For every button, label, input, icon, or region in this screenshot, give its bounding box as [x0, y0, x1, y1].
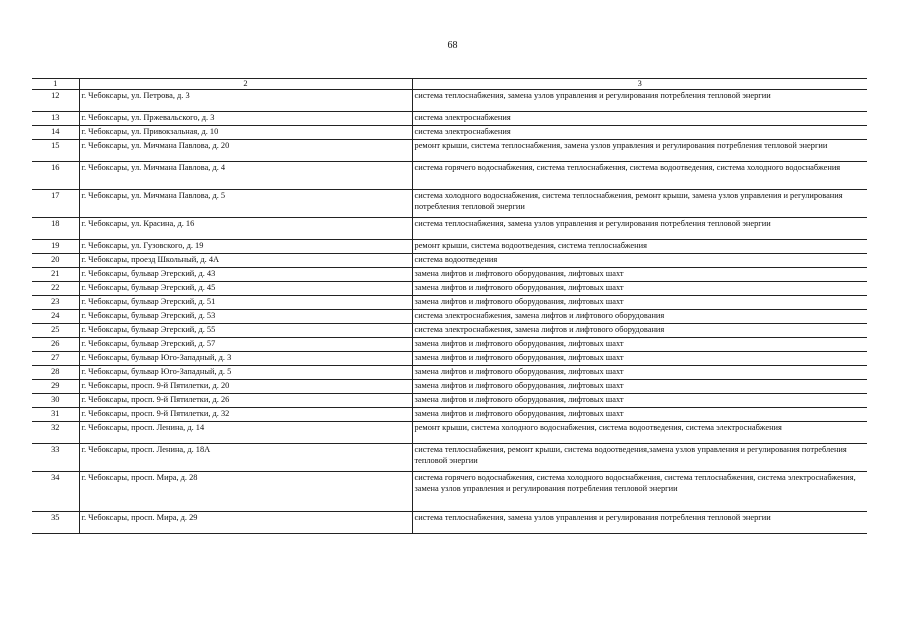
table-row	[32, 310, 867, 324]
row-number: 31	[32, 408, 79, 422]
row-works: ремонт крыши, система холодного водоснабжения, система водоотведения, система электроснабжения	[412, 422, 867, 444]
row-number: 23	[32, 296, 79, 310]
row-address: г. Чебоксары, ул. Мичмана Павлова, д. 5	[79, 190, 412, 218]
row-address: г. Чебоксары, просп. Ленина, д. 18А	[79, 444, 412, 472]
row-address: г. Чебоксары, бульвар Эгерский, д. 53	[79, 310, 412, 324]
row-number: 17	[32, 190, 79, 218]
row-address: г. Чебоксары, ул. Красина, д. 16	[79, 218, 412, 240]
row-works: система горячего водоснабжения, система холодного водоснабжения, система теплоснабжения, система электроснабжения, замена узлов управления и регулирования потребления тепловой энергии	[412, 472, 867, 512]
row-works: замена лифтов и лифтового оборудования, лифтовых шахт	[412, 380, 867, 394]
table-row	[32, 126, 867, 140]
row-works: замена лифтов и лифтового оборудования, лифтовых шахт	[412, 408, 867, 422]
table-body	[32, 79, 867, 534]
table-row	[32, 338, 867, 352]
row-number: 32	[32, 422, 79, 444]
row-number: 16	[32, 162, 79, 190]
row-works: система холодного водоснабжения, система теплоснабжения, ремонт крыши, замена узлов управления и регулирования потребления тепловой энергии	[412, 190, 867, 218]
row-address: г. Чебоксары, бульвар Юго-Западный, д. 5	[79, 366, 412, 380]
row-address: г. Чебоксары, просп. Ленина, д. 14	[79, 422, 412, 444]
table-row	[32, 380, 867, 394]
row-works: замена лифтов и лифтового оборудования, лифтовых шахт	[412, 296, 867, 310]
row-address: г. Чебоксары, просп. 9-й Пятилетки, д. 20	[79, 380, 412, 394]
row-works: замена лифтов и лифтового оборудования, лифтовых шахт	[412, 268, 867, 282]
row-number: 34	[32, 472, 79, 512]
row-works: замена лифтов и лифтового оборудования, лифтовых шахт	[412, 394, 867, 408]
row-works: система горячего водоснабжения, система теплоснабжения, система водоотведения, система холодного водоснабжения	[412, 162, 867, 190]
table-row	[32, 162, 867, 190]
table-row	[32, 296, 867, 310]
row-number: 15	[32, 140, 79, 162]
row-number: 33	[32, 444, 79, 472]
row-works: замена лифтов и лифтового оборудования, лифтовых шахт	[412, 352, 867, 366]
table-row	[32, 472, 867, 512]
row-address: г. Чебоксары, бульвар Эгерский, д. 43	[79, 268, 412, 282]
row-number: 12	[32, 90, 79, 112]
column-number-header: 1	[32, 79, 79, 90]
table-row	[32, 268, 867, 282]
row-works: система теплоснабжения, замена узлов управления и регулирования потребления тепловой энергии	[412, 90, 867, 112]
table-row	[32, 190, 867, 218]
row-address: г. Чебоксары, просп. 9-й Пятилетки, д. 32	[79, 408, 412, 422]
table-row	[32, 422, 867, 444]
table-row	[32, 112, 867, 126]
row-works: система электроснабжения, замена лифтов и лифтового оборудования	[412, 310, 867, 324]
page-number: 68	[447, 40, 458, 51]
row-address: г. Чебоксары, бульвар Эгерский, д. 55	[79, 324, 412, 338]
row-address: г. Чебоксары, просп. Мира, д. 28	[79, 472, 412, 512]
row-number: 22	[32, 282, 79, 296]
row-address: г. Чебоксары, бульвар Юго-Западный, д. 3	[79, 352, 412, 366]
row-works: система электроснабжения	[412, 126, 867, 140]
row-number: 28	[32, 366, 79, 380]
table-row	[32, 366, 867, 380]
table-header-row	[32, 79, 867, 90]
table-row	[32, 90, 867, 112]
table-row	[32, 444, 867, 472]
row-number: 14	[32, 126, 79, 140]
row-number: 13	[32, 112, 79, 126]
row-number: 29	[32, 380, 79, 394]
row-works: замена лифтов и лифтового оборудования, лифтовых шахт	[412, 338, 867, 352]
row-works: система электроснабжения	[412, 112, 867, 126]
row-works: замена лифтов и лифтового оборудования, лифтовых шахт	[412, 366, 867, 380]
row-works: ремонт крыши, система водоотведения, система теплоснабжения	[412, 240, 867, 254]
table-row	[32, 240, 867, 254]
row-number: 21	[32, 268, 79, 282]
table-row	[32, 512, 867, 534]
table-row	[32, 324, 867, 338]
table-row	[32, 254, 867, 268]
row-address: г. Чебоксары, ул. Мичмана Павлова, д. 4	[79, 162, 412, 190]
row-number: 18	[32, 218, 79, 240]
row-number: 26	[32, 338, 79, 352]
row-number: 30	[32, 394, 79, 408]
row-number: 27	[32, 352, 79, 366]
table-row	[32, 352, 867, 366]
row-address: г. Чебоксары, просп. Мира, д. 29	[79, 512, 412, 534]
row-address: г. Чебоксары, ул. Пржевальского, д. 3	[79, 112, 412, 126]
row-address: г. Чебоксары, бульвар Эгерский, д. 51	[79, 296, 412, 310]
row-works: система теплоснабжения, замена узлов управления и регулирования потребления тепловой энергии	[412, 218, 867, 240]
table-row	[32, 140, 867, 162]
table-row	[32, 394, 867, 408]
row-number: 19	[32, 240, 79, 254]
row-number: 24	[32, 310, 79, 324]
table-row	[32, 408, 867, 422]
column-address-header: 2	[79, 79, 412, 90]
row-address: г. Чебоксары, бульвар Эгерский, д. 45	[79, 282, 412, 296]
row-works: система теплоснабжения, замена узлов управления и регулирования потребления тепловой энергии	[412, 512, 867, 534]
row-works: система водоотведения	[412, 254, 867, 268]
row-works: система теплоснабжения, ремонт крыши, система водоотведения,замена узлов управления и регулирования потребления тепловой энергии	[412, 444, 867, 472]
row-number: 35	[32, 512, 79, 534]
table-row	[32, 218, 867, 240]
row-address: г. Чебоксары, проезд Школьный, д. 4А	[79, 254, 412, 268]
row-address: г. Чебоксары, ул. Гузовского, д. 19	[79, 240, 412, 254]
row-works: система электроснабжения, замена лифтов и лифтового оборудования	[412, 324, 867, 338]
row-number: 20	[32, 254, 79, 268]
row-works: замена лифтов и лифтового оборудования, лифтовых шахт	[412, 282, 867, 296]
row-address: г. Чебоксары, ул. Привокзальная, д. 10	[79, 126, 412, 140]
row-address: г. Чебоксары, ул. Мичмана Павлова, д. 20	[79, 140, 412, 162]
works-table	[32, 78, 867, 534]
row-works: ремонт крыши, система теплоснабжения, замена узлов управления и регулирования потребления тепловой энергии	[412, 140, 867, 162]
row-number: 25	[32, 324, 79, 338]
row-address: г. Чебоксары, ул. Петрова, д. 3	[79, 90, 412, 112]
row-address: г. Чебоксары, бульвар Эгерский, д. 57	[79, 338, 412, 352]
row-address: г. Чебоксары, просп. 9-й Пятилетки, д. 26	[79, 394, 412, 408]
column-works-header: 3	[412, 79, 867, 90]
table-row	[32, 282, 867, 296]
